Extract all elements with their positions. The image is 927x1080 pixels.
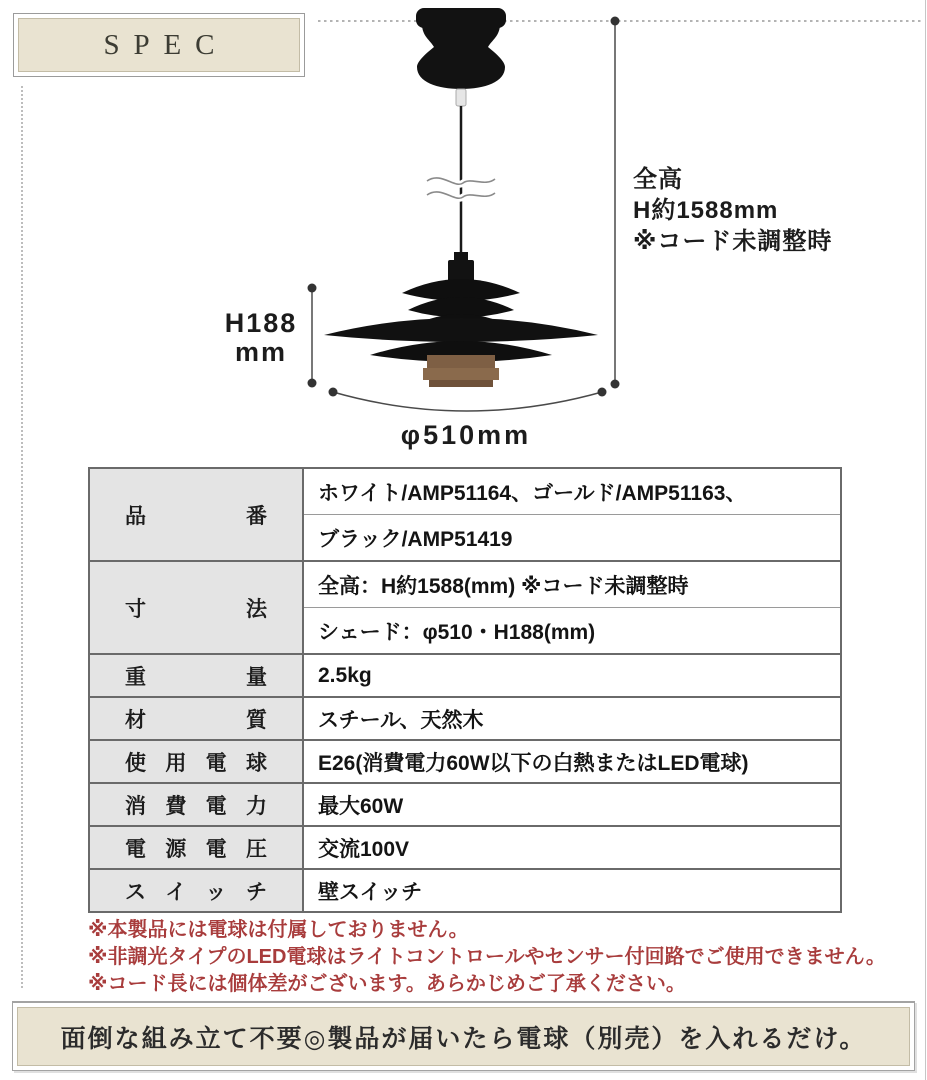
row-value: ホワイト/AMP51164、ゴールド/AMP51163、: [318, 481, 747, 505]
ceiling-canopy: [416, 8, 506, 89]
row-values: [304, 741, 840, 782]
row-label: [90, 655, 304, 696]
row-value: E26(消費電力60W以下の白熱またはLED電球): [318, 751, 749, 775]
row-value: 壁スイッチ: [318, 880, 423, 904]
row-value: ブラック/AMP51419: [304, 514, 840, 560]
table-row: [90, 469, 840, 560]
pendant-lamp-diagram: [0, 0, 927, 460]
shade-height-label-line2: mm: [234, 337, 287, 367]
row-value: スチール、天然木: [318, 708, 484, 732]
table-row: [90, 696, 840, 739]
shade-main-disc: [324, 318, 598, 342]
row-label-text: スイッチ: [125, 880, 267, 904]
caution-note-line: ※本製品には電球は付属しておりません。: [88, 919, 469, 941]
row-label: [90, 469, 304, 560]
table-row: [90, 653, 840, 696]
row-value: 2.5kg: [318, 663, 372, 687]
total-height-measure-line: [611, 17, 620, 389]
row-values: [304, 870, 840, 911]
row-label: [90, 870, 304, 911]
total-height-label-line1: 全高: [633, 166, 683, 193]
shade-height-label: [218, 309, 304, 367]
total-height-label: [633, 164, 832, 257]
row-label-text: 重量: [125, 665, 267, 689]
table-row: [90, 825, 840, 868]
diameter-label: φ510mm: [400, 420, 532, 450]
row-label-text: 材質: [125, 708, 267, 732]
spec-header-title: SPEC: [103, 28, 229, 61]
row-values: [304, 562, 840, 653]
footer-banner-text: 面倒な組み立て不要◎製品が届いたら電球（別売）を入れるだけ。: [60, 1024, 867, 1053]
caution-note-line: ※コード長には個体差がございます。あらかじめご了承ください。: [88, 973, 686, 995]
wood-base: [423, 355, 499, 387]
row-value: 交流100V: [318, 837, 410, 861]
row-label-text: 使用電球: [125, 751, 267, 775]
row-values: [304, 655, 840, 696]
row-label-text: 電源電圧: [125, 837, 267, 861]
row-values: [304, 469, 840, 560]
row-value: 最大60W: [318, 794, 404, 818]
shade-height-measure-line: [308, 284, 317, 388]
caution-note-line: ※非調光タイプのLED電球はライトコントロールやセンサー付回路でご使用できません。: [88, 946, 886, 968]
row-label: [90, 562, 304, 653]
row-label-text: 寸法: [125, 597, 267, 621]
row-values: [304, 784, 840, 825]
table-row: [90, 560, 840, 653]
total-height-label-line2: H約1588mm: [633, 197, 779, 224]
table-row: [90, 739, 840, 782]
row-label-text: 品番: [125, 504, 267, 528]
table-row: [90, 782, 840, 825]
row-label: [90, 827, 304, 868]
row-label-text: 消費電力: [125, 794, 267, 818]
row-values: [304, 827, 840, 868]
row-value: 全高：H約1588(mm) ※コード未調整時: [318, 574, 689, 598]
cord-connector: [456, 89, 466, 106]
row-label: [90, 784, 304, 825]
row-value: シェード：φ510・H188(mm): [304, 607, 840, 653]
total-height-label-line3: ※コード未調整時: [633, 228, 833, 255]
lamp-socket: [448, 252, 474, 283]
row-values: [304, 698, 840, 739]
footer-banner: [12, 1001, 915, 1071]
shade-height-label-line1: H188: [224, 308, 298, 338]
row-label: [90, 741, 304, 782]
diameter-arc: [329, 388, 607, 412]
row-label: [90, 698, 304, 739]
table-row: [90, 868, 840, 911]
caution-notes: [88, 917, 886, 998]
footer-banner-inner: [17, 1007, 910, 1066]
spec-table: [88, 467, 842, 913]
